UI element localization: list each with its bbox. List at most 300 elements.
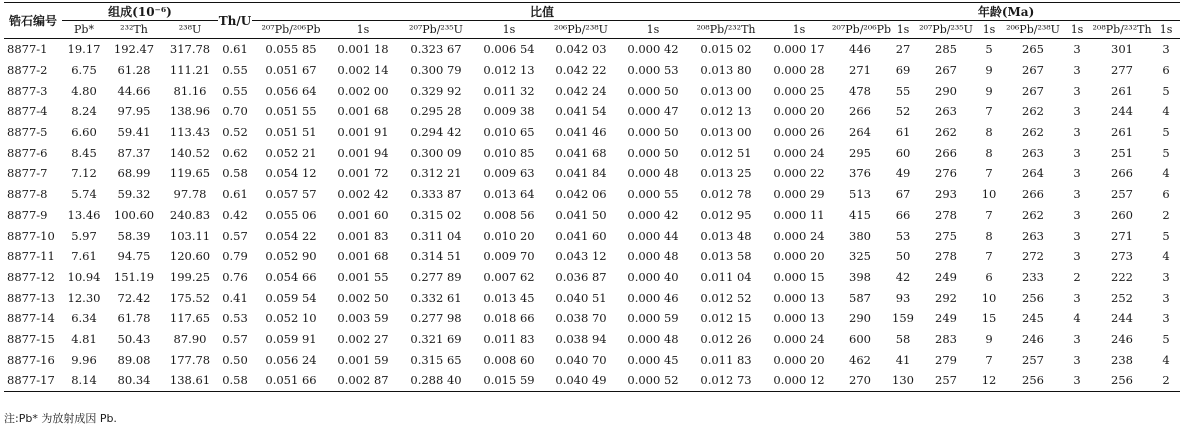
cell-ratio-207-206: 0.059 54 xyxy=(265,290,317,305)
table-row xyxy=(4,163,1180,184)
cell-ratio-207-235-1s: 0.010 20 xyxy=(483,228,535,243)
cell-ratio-208-232: 0.013 48 xyxy=(700,228,752,243)
cell-ratio-207-235-1s: 0.009 38 xyxy=(483,104,535,119)
cell-th232: 50.43 xyxy=(117,331,151,346)
cell-u238: 177.78 xyxy=(169,352,211,367)
cell-age-207-235-1s: 9 xyxy=(985,63,993,78)
cell-ratio-208-232: 0.012 51 xyxy=(700,145,752,160)
cell-age-206-238: 257 xyxy=(1022,352,1044,367)
cell-ratio-208-232: 0.012 13 xyxy=(700,104,752,119)
cell-th232: 59.32 xyxy=(117,187,151,202)
cell-age-207-235: 262 xyxy=(935,125,957,140)
cell-pb: 6.75 xyxy=(71,63,97,78)
cell-ratio-207-235: 0.333 87 xyxy=(410,187,462,202)
cell-pb: 7.12 xyxy=(71,166,97,181)
cell-ratio-206-238-1s: 0.000 44 xyxy=(627,228,679,243)
cell-age-208-232: 238 xyxy=(1111,352,1133,367)
cell-ratio-207-206: 0.055 85 xyxy=(265,42,317,57)
cell-age-207-235: 263 xyxy=(935,104,957,119)
cell-ratio-206-238-1s: 0.000 48 xyxy=(627,249,679,264)
cell-ratio-207-206-1s: 0.001 68 xyxy=(337,104,389,119)
cell-pb: 8.14 xyxy=(62,370,106,391)
cell-sample-id: 8877-8 xyxy=(7,187,48,202)
table-row xyxy=(4,329,1180,350)
cell-age-207-206-1s: 130 xyxy=(888,370,918,391)
cell-age-207-235: 249 xyxy=(935,269,957,284)
cell-ratio-208-232: 0.012 26 xyxy=(700,331,752,346)
cell-sample-id: 8877-4 xyxy=(7,104,48,119)
cell-age-207-206: 415 xyxy=(849,207,871,222)
cell-ratio-207-206-1s: 0.001 59 xyxy=(337,352,389,367)
cell-age-206-238-1s: 3 xyxy=(1073,187,1081,202)
table-row xyxy=(4,267,1180,288)
cell-age-207-235-1s: 7 xyxy=(985,249,993,264)
cell-age-207-235: 292 xyxy=(935,290,957,305)
table-row xyxy=(4,287,1180,308)
header-ages: 年龄(Ma) xyxy=(832,3,1180,21)
cell-age-206-238: 233 xyxy=(1022,269,1044,284)
cell-ratio-207-206-1s: 0.001 55 xyxy=(337,269,389,284)
cell-sample-id: 8877-10 xyxy=(7,228,55,243)
cell-age-206-238: 262 xyxy=(1022,125,1044,140)
cell-ratio-208-232: 0.011 04 xyxy=(700,269,752,284)
cell-th232: 87.37 xyxy=(117,145,151,160)
cell-ratio-206-238: 0.041 84 xyxy=(555,166,607,181)
cell-ratio-208-232-1s: 0.000 15 xyxy=(773,269,825,284)
cell-ratio-208-232-1s: 0.000 20 xyxy=(773,249,825,264)
cell-ratio-207-235: 0.332 61 xyxy=(410,290,462,305)
cell-age-208-232: 251 xyxy=(1111,145,1133,160)
cell-ratio-207-235-1s: 0.011 32 xyxy=(483,83,535,98)
cell-ratio-208-232-1s: 0.000 24 xyxy=(773,331,825,346)
cell-pb: 9.96 xyxy=(71,352,97,367)
cell-age-207-206-1s: 60 xyxy=(895,145,911,160)
cell-sample-id: 8877-6 xyxy=(7,145,48,160)
cell-age-206-238-1s: 3 xyxy=(1073,228,1081,243)
cell-ratio-206-238: 0.040 49 xyxy=(542,370,620,391)
cell-age-206-238: 266 xyxy=(1022,187,1044,202)
cell-age-207-206: 446 xyxy=(849,42,871,57)
cell-pb: 12.30 xyxy=(67,290,101,305)
cell-ratio-207-235: 0.315 65 xyxy=(410,352,462,367)
cell-ratio-207-235: 0.315 02 xyxy=(410,207,462,222)
cell-th232: 80.34 xyxy=(106,370,162,391)
cell-age-208-232-1s: 4 xyxy=(1162,104,1170,119)
cell-ratio-206-238-1s: 0.000 59 xyxy=(627,311,679,326)
table-row xyxy=(4,349,1180,370)
cell-ratio-207-206-1s: 0.001 18 xyxy=(337,42,389,57)
table-row xyxy=(4,225,1180,246)
cell-thu: 0.42 xyxy=(222,207,248,222)
cell-age-207-206: 380 xyxy=(849,228,871,243)
cell-age-208-232-1s: 6 xyxy=(1162,63,1170,78)
cell-ratio-207-235: 0.294 42 xyxy=(410,125,462,140)
table-row xyxy=(4,60,1180,81)
cell-age-207-206-1s: 50 xyxy=(895,249,911,264)
cell-ratio-207-206-1s: 0.001 72 xyxy=(337,166,389,181)
cell-age-207-235: 285 xyxy=(935,42,957,57)
cell-ratio-207-235-1s: 0.010 65 xyxy=(483,125,535,140)
cell-age-207-235-1s: 7 xyxy=(985,352,993,367)
cell-thu: 0.76 xyxy=(222,269,248,284)
cell-age-206-238: 263 xyxy=(1022,145,1044,160)
cell-u238: 103.11 xyxy=(169,228,211,243)
cell-ratio-208-232: 0.013 25 xyxy=(700,166,752,181)
cell-th232: 44.66 xyxy=(117,83,151,98)
cell-age-207-206: 398 xyxy=(849,269,871,284)
cell-ratio-207-235-1s: 0.013 45 xyxy=(483,290,535,305)
cell-ratio-207-235-1s: 0.010 85 xyxy=(483,145,535,160)
cell-sample-id: 8877-17 xyxy=(4,370,62,391)
cell-ratio-206-238: 0.038 94 xyxy=(555,331,607,346)
cell-ratio-208-232-1s: 0.000 25 xyxy=(773,83,825,98)
cell-u238: 113.43 xyxy=(169,125,211,140)
cell-age-206-238-1s: 3 xyxy=(1073,104,1081,119)
cell-ratio-208-232-1s: 0.000 24 xyxy=(773,145,825,160)
cell-age-208-232: 277 xyxy=(1111,63,1133,78)
cell-ratio-206-238-1s: 0.000 48 xyxy=(627,331,679,346)
cell-pb: 5.97 xyxy=(71,228,97,243)
cell-ratio-207-235-1s: 0.009 70 xyxy=(483,249,535,264)
cell-ratio-207-206: 0.051 66 xyxy=(252,370,330,391)
cell-age-208-232-1s: 5 xyxy=(1162,83,1170,98)
cell-age-206-238-1s: 3 xyxy=(1073,352,1081,367)
cell-age-206-238: 246 xyxy=(1022,331,1044,346)
cell-sample-id: 8877-12 xyxy=(7,269,55,284)
cell-ratio-206-238: 0.042 03 xyxy=(555,42,607,57)
cell-ratio-206-238-1s: 0.000 40 xyxy=(627,269,679,284)
cell-ratio-207-206: 0.055 06 xyxy=(265,207,317,222)
cell-ratio-206-238: 0.041 50 xyxy=(555,207,607,222)
cell-th232: 58.39 xyxy=(117,228,151,243)
cell-u238: 81.16 xyxy=(173,83,207,98)
cell-age-207-235-1s: 9 xyxy=(985,331,993,346)
cell-ratio-207-206-1s: 0.002 50 xyxy=(337,290,389,305)
cell-age-208-232: 244 xyxy=(1111,104,1133,119)
cell-sample-id: 8877-3 xyxy=(7,83,48,98)
cell-age-207-206-1s: 55 xyxy=(895,83,911,98)
cell-ratio-206-238: 0.042 22 xyxy=(555,63,607,78)
cell-age-207-235: 275 xyxy=(935,228,957,243)
header-1s: 1s xyxy=(896,23,910,36)
cell-ratio-207-235: 0.329 92 xyxy=(410,83,462,98)
cell-age-207-206-1s: 69 xyxy=(895,63,911,78)
cell-age-207-206-1s: 49 xyxy=(895,166,911,181)
cell-age-208-232-1s: 5 xyxy=(1162,228,1170,243)
cell-ratio-207-235: 0.277 89 xyxy=(410,269,462,284)
cell-age-208-232: 261 xyxy=(1111,83,1133,98)
cell-ratio-207-206-1s: 0.001 83 xyxy=(337,228,389,243)
cell-ratio-207-235-1s: 0.009 63 xyxy=(483,166,535,181)
cell-age-208-232-1s: 4 xyxy=(1162,249,1170,264)
cell-age-207-235-1s: 6 xyxy=(985,269,993,284)
cell-pb: 10.94 xyxy=(67,269,101,284)
cell-age-207-206-1s: 53 xyxy=(895,228,911,243)
cell-u238: 97.78 xyxy=(173,187,207,202)
header-age-206-238: ²⁰⁶Pb/²³⁸U xyxy=(1006,23,1060,36)
cell-th232: 68.99 xyxy=(117,166,151,181)
cell-ratio-207-235: 0.314 51 xyxy=(410,249,462,264)
cell-age-206-238: 245 xyxy=(1022,311,1044,326)
cell-age-207-235-1s: 12 xyxy=(974,370,1004,391)
cell-age-207-206: 266 xyxy=(849,104,871,119)
cell-ratio-207-235-1s: 0.008 60 xyxy=(483,352,535,367)
cell-u238: 140.52 xyxy=(169,145,211,160)
cell-ratio-207-235-1s: 0.007 62 xyxy=(483,269,535,284)
cell-ratio-208-232-1s: 0.000 28 xyxy=(773,63,825,78)
cell-th232: 61.78 xyxy=(117,311,151,326)
cell-ratio-208-232: 0.013 58 xyxy=(700,249,752,264)
cell-age-208-232-1s: 3 xyxy=(1162,311,1170,326)
header-age-208-232: ²⁰⁸Pb/²³²Th xyxy=(1092,23,1152,36)
cell-th232: 97.95 xyxy=(117,104,151,119)
cell-age-207-206: 264 xyxy=(849,125,871,140)
table-row xyxy=(4,370,1180,391)
cell-age-206-238: 267 xyxy=(1022,83,1044,98)
cell-age-208-232: 301 xyxy=(1111,42,1133,57)
cell-u238: 119.65 xyxy=(169,166,211,181)
cell-age-207-206: 295 xyxy=(849,145,871,160)
cell-u238: 240.83 xyxy=(169,207,211,222)
cell-age-206-238: 256 xyxy=(1022,290,1044,305)
cell-pb: 19.17 xyxy=(67,42,101,57)
cell-u238: 199.25 xyxy=(169,269,211,284)
cell-age-206-238: 264 xyxy=(1022,166,1044,181)
cell-thu: 0.55 xyxy=(222,83,248,98)
cell-ratio-207-206-1s: 0.002 87 xyxy=(330,370,396,391)
cell-ratio-207-206: 0.054 12 xyxy=(265,166,317,181)
cell-th232: 89.08 xyxy=(117,352,151,367)
cell-age-206-238: 262 xyxy=(1022,104,1044,119)
cell-ratio-207-206-1s: 0.001 94 xyxy=(337,145,389,160)
cell-ratio-208-232-1s: 0.000 20 xyxy=(773,104,825,119)
cell-ratio-206-238: 0.041 60 xyxy=(555,228,607,243)
header-ratio-208-232: ²⁰⁸Pb/²³²Th xyxy=(696,23,756,36)
cell-ratio-207-206-1s: 0.001 91 xyxy=(337,125,389,140)
table-row xyxy=(4,142,1180,163)
cell-thu: 0.52 xyxy=(222,125,248,140)
cell-age-206-238-1s: 3 xyxy=(1073,145,1081,160)
cell-age-208-232-1s: 3 xyxy=(1162,42,1170,57)
cell-thu: 0.57 xyxy=(222,228,248,243)
cell-ratio-208-232-1s: 0.000 13 xyxy=(773,290,825,305)
cell-ratio-206-238-1s: 0.000 53 xyxy=(627,63,679,78)
cell-age-207-235-1s: 5 xyxy=(985,42,993,57)
header-1s: 1s xyxy=(356,23,370,36)
header-composition: 组成(10⁻⁶) xyxy=(62,3,218,21)
cell-thu: 0.70 xyxy=(222,104,248,119)
cell-ratio-207-235: 0.277 98 xyxy=(410,311,462,326)
cell-ratio-207-235-1s: 0.006 54 xyxy=(483,42,535,57)
cell-age-208-232: 252 xyxy=(1111,290,1133,305)
cell-age-207-206-1s: 67 xyxy=(895,187,911,202)
cell-age-208-232: 260 xyxy=(1111,207,1133,222)
cell-sample-id: 8877-15 xyxy=(7,331,55,346)
cell-ratio-208-232: 0.011 83 xyxy=(700,352,752,367)
cell-ratio-207-206: 0.052 10 xyxy=(265,311,317,326)
cell-ratio-206-238-1s: 0.000 47 xyxy=(627,104,679,119)
cell-ratio-207-206: 0.051 51 xyxy=(265,125,317,140)
table-row xyxy=(4,101,1180,122)
cell-age-207-235-1s: 8 xyxy=(985,125,993,140)
cell-age-208-232-1s: 4 xyxy=(1162,166,1170,181)
cell-age-207-235-1s: 10 xyxy=(981,187,997,202)
cell-u238: 120.60 xyxy=(169,249,211,264)
cell-th232: 72.42 xyxy=(117,290,151,305)
cell-age-207-235-1s: 7 xyxy=(985,104,993,119)
cell-thu: 0.53 xyxy=(222,311,248,326)
cell-ratio-208-232: 0.012 15 xyxy=(700,311,752,326)
cell-age-207-235-1s: 7 xyxy=(985,207,993,222)
cell-ratio-206-238-1s: 0.000 50 xyxy=(627,145,679,160)
cell-ratio-208-232-1s: 0.000 13 xyxy=(773,311,825,326)
cell-age-208-232: 257 xyxy=(1111,187,1133,202)
cell-th232: 61.28 xyxy=(117,63,151,78)
cell-age-206-238-1s: 3 xyxy=(1073,63,1081,78)
cell-ratio-208-232: 0.012 73 xyxy=(686,370,766,391)
cell-pb: 4.81 xyxy=(71,331,97,346)
cell-age-207-206: 376 xyxy=(849,166,871,181)
cell-ratio-206-238-1s: 0.000 42 xyxy=(627,42,679,57)
cell-ratio-206-238-1s: 0.000 50 xyxy=(627,83,679,98)
cell-ratio-207-206-1s: 0.003 59 xyxy=(337,311,389,326)
cell-age-206-238: 256 xyxy=(1004,370,1062,391)
cell-u238: 175.52 xyxy=(169,290,211,305)
cell-ratio-207-206: 0.056 24 xyxy=(265,352,317,367)
cell-sample-id: 8877-2 xyxy=(7,63,48,78)
header-thu: Th/U xyxy=(218,13,252,28)
header-ratios: 比值 xyxy=(252,3,832,21)
cell-pb: 8.45 xyxy=(71,145,97,160)
cell-ratio-207-206: 0.059 91 xyxy=(265,331,317,346)
cell-thu: 0.61 xyxy=(222,187,248,202)
cell-age-207-235: 278 xyxy=(935,249,957,264)
cell-pb: 4.80 xyxy=(71,83,97,98)
cell-ratio-207-206-1s: 0.002 14 xyxy=(337,63,389,78)
header-1s: 1s xyxy=(1070,23,1084,36)
cell-u238: 117.65 xyxy=(169,311,211,326)
cell-age-207-235: 257 xyxy=(918,370,974,391)
cell-age-207-206-1s: 52 xyxy=(895,104,911,119)
cell-thu: 0.79 xyxy=(222,249,248,264)
cell-age-207-206: 513 xyxy=(849,187,871,202)
cell-ratio-207-235: 0.295 28 xyxy=(410,104,462,119)
cell-age-207-206: 271 xyxy=(849,63,871,78)
cell-pb: 13.46 xyxy=(67,207,101,222)
cell-ratio-206-238-1s: 0.000 52 xyxy=(620,370,686,391)
cell-ratio-206-238-1s: 0.000 48 xyxy=(627,166,679,181)
cell-age-206-238-1s: 2 xyxy=(1073,269,1081,284)
cell-ratio-206-238-1s: 0.000 46 xyxy=(627,290,679,305)
cell-thu: 0.55 xyxy=(222,63,248,78)
cell-age-208-232: 271 xyxy=(1111,228,1133,243)
cell-ratio-207-206-1s: 0.002 42 xyxy=(337,187,389,202)
cell-ratio-206-238-1s: 0.000 42 xyxy=(627,207,679,222)
cell-age-208-232: 261 xyxy=(1111,125,1133,140)
cell-age-206-238: 263 xyxy=(1022,228,1044,243)
header-1s: 1s xyxy=(646,23,660,36)
cell-pb: 6.60 xyxy=(71,125,97,140)
cell-thu: 0.62 xyxy=(222,145,248,160)
header-ratio-207-206: ²⁰⁷Pb/²⁰⁶Pb xyxy=(261,23,321,36)
cell-age-207-235: 278 xyxy=(935,207,957,222)
cell-ratio-207-235: 0.300 79 xyxy=(410,63,462,78)
cell-age-208-232-1s: 2 xyxy=(1152,370,1180,391)
cell-ratio-208-232-1s: 0.000 11 xyxy=(773,207,825,222)
cell-ratio-207-206-1s: 0.002 00 xyxy=(337,83,389,98)
cell-ratio-206-238-1s: 0.000 50 xyxy=(627,125,679,140)
cell-ratio-208-232: 0.015 02 xyxy=(700,42,752,57)
cell-th232: 94.75 xyxy=(117,249,151,264)
table-row xyxy=(4,184,1180,205)
cell-age-206-238-1s: 3 xyxy=(1073,83,1081,98)
cell-ratio-208-232-1s: 0.000 26 xyxy=(773,125,825,140)
cell-ratio-208-232-1s: 0.000 12 xyxy=(766,370,832,391)
cell-age-208-232: 244 xyxy=(1111,311,1133,326)
cell-age-208-232: 266 xyxy=(1111,166,1133,181)
header-1s: 1s xyxy=(502,23,516,36)
table-row xyxy=(4,308,1180,329)
cell-age-206-238: 265 xyxy=(1022,42,1044,57)
cell-age-207-235: 267 xyxy=(935,63,957,78)
cell-ratio-207-206: 0.056 64 xyxy=(265,83,317,98)
cell-age-207-206: 462 xyxy=(849,352,871,367)
cell-ratio-207-206: 0.052 21 xyxy=(265,145,317,160)
cell-sample-id: 8877-14 xyxy=(7,311,55,326)
header-1s: 1s xyxy=(982,23,996,36)
cell-ratio-207-235-1s: 0.018 66 xyxy=(483,311,535,326)
cell-age-207-206-1s: 58 xyxy=(895,331,911,346)
cell-ratio-207-206: 0.054 22 xyxy=(265,228,317,243)
cell-age-207-235-1s: 8 xyxy=(985,228,993,243)
cell-thu: 0.50 xyxy=(222,352,248,367)
cell-age-206-238: 262 xyxy=(1022,207,1044,222)
cell-age-207-206-1s: 41 xyxy=(895,352,911,367)
cell-th232: 100.60 xyxy=(113,207,155,222)
header-1s: 1s xyxy=(1159,23,1173,36)
cell-ratio-207-235-1s: 0.015 59 xyxy=(476,370,542,391)
table-body xyxy=(4,39,1180,392)
cell-age-208-232-1s: 2 xyxy=(1162,207,1170,222)
header-u238: ²³⁸U xyxy=(178,23,202,36)
cell-ratio-206-238: 0.043 12 xyxy=(555,249,607,264)
cell-age-206-238-1s: 3 xyxy=(1062,370,1092,391)
cell-ratio-208-232: 0.013 00 xyxy=(700,125,752,140)
cell-age-207-235: 276 xyxy=(935,166,957,181)
cell-ratio-206-238-1s: 0.000 45 xyxy=(627,352,679,367)
cell-age-207-235-1s: 9 xyxy=(985,83,993,98)
cell-sample-id: 8877-16 xyxy=(7,352,55,367)
cell-age-207-206: 325 xyxy=(849,249,871,264)
cell-age-208-232-1s: 4 xyxy=(1162,352,1170,367)
cell-ratio-206-238: 0.040 70 xyxy=(555,352,607,367)
cell-ratio-208-232-1s: 0.000 24 xyxy=(773,228,825,243)
table-row xyxy=(4,39,1180,60)
cell-ratio-208-232: 0.013 80 xyxy=(700,63,752,78)
header-th232: ²³²Th xyxy=(120,23,148,36)
cell-age-206-238-1s: 3 xyxy=(1073,125,1081,140)
cell-ratio-207-235: 0.288 40 xyxy=(396,370,476,391)
cell-thu: 0.41 xyxy=(222,290,248,305)
cell-ratio-207-235: 0.323 67 xyxy=(410,42,462,57)
cell-u238: 138.61 xyxy=(162,370,218,391)
cell-sample-id: 8877-9 xyxy=(7,207,48,222)
cell-ratio-206-238: 0.041 68 xyxy=(555,145,607,160)
cell-ratio-206-238: 0.041 46 xyxy=(555,125,607,140)
cell-age-207-206-1s: 159 xyxy=(892,311,914,326)
cell-pb: 5.74 xyxy=(71,187,97,202)
table-footnote: 注:Pb* 为放射成因 Pb. xyxy=(4,412,117,425)
